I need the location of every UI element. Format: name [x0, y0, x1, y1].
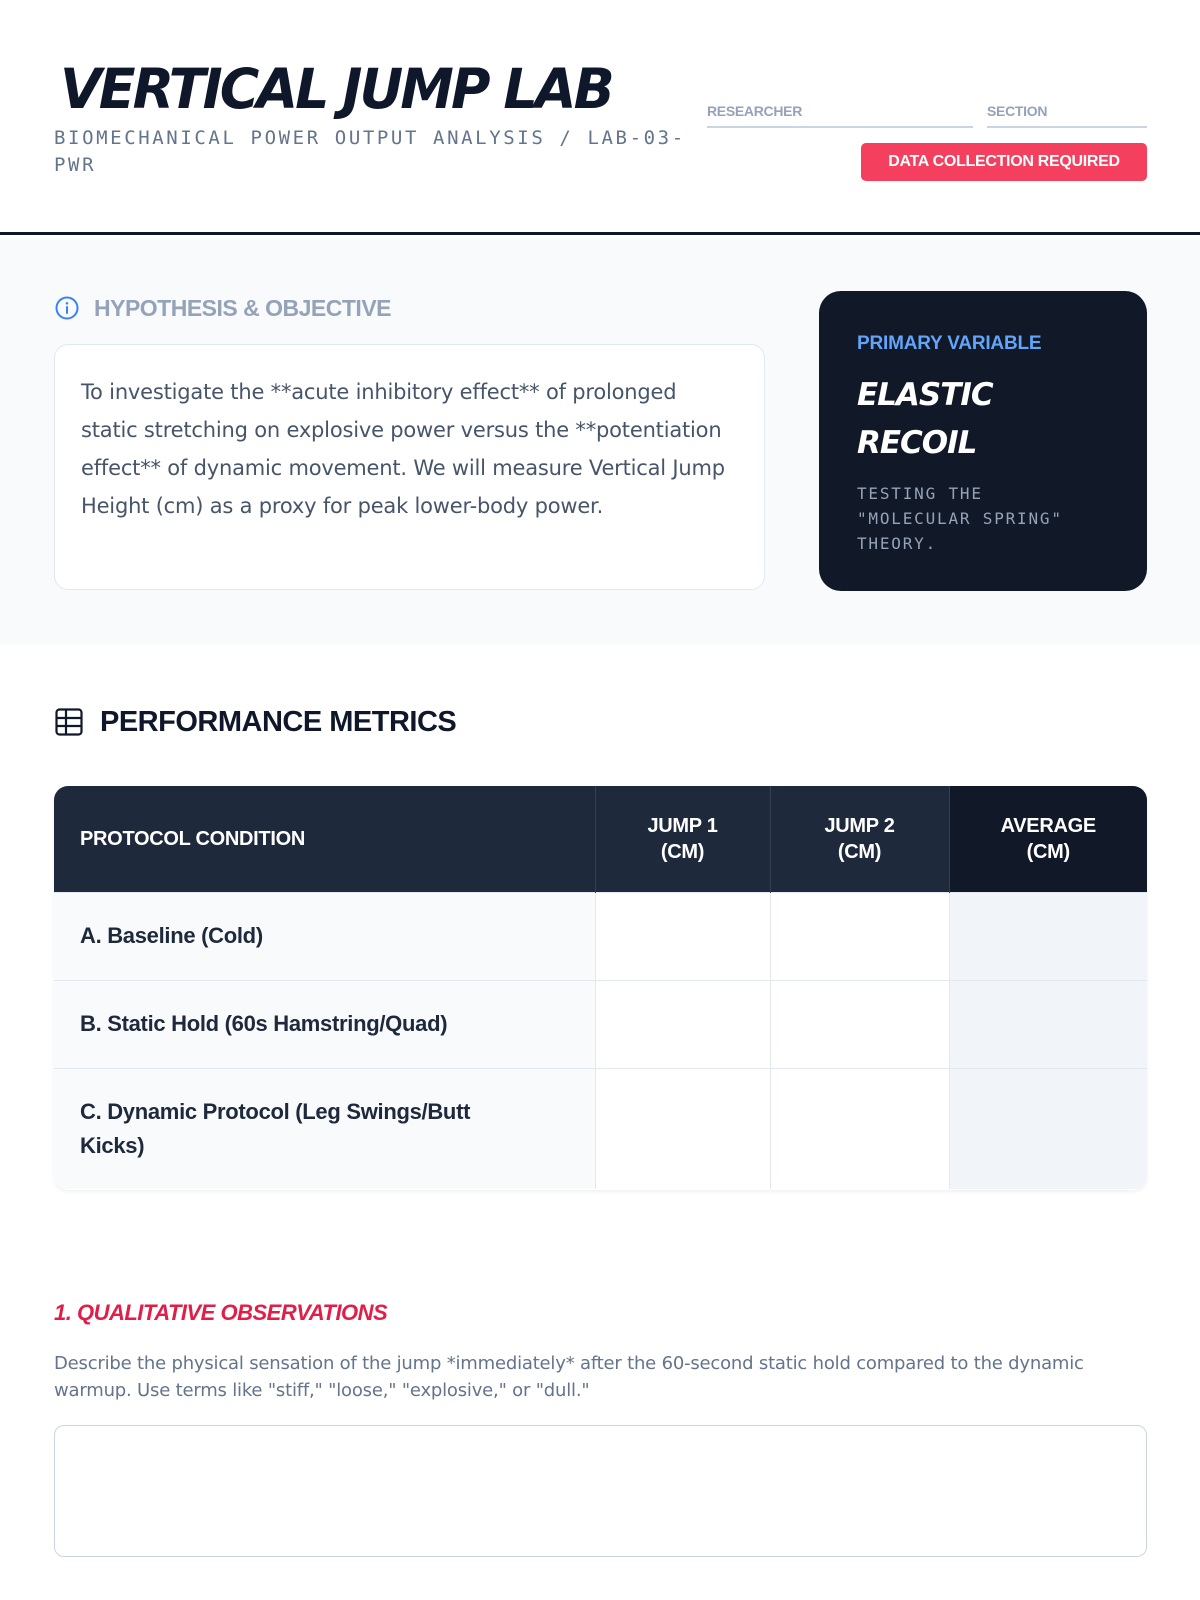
researcher-field[interactable] — [707, 100, 973, 128]
observations-description: Describe the physical sensation of the jump *immediately* after the 60-second static hold compared to the dynamic warmup. Use terms like "stiff," "loose," "explosive," or "dull." — [54, 1353, 1084, 1401]
primary-variable-card — [819, 291, 1147, 591]
section-label: SECTION — [987, 103, 1048, 119]
column-header-jump1: JUMP 1 (CM) — [595, 786, 770, 892]
status-badge: DATA COLLECTION REQUIRED — [861, 143, 1147, 181]
average-cell — [949, 980, 1147, 1068]
condition-label: B. Static Hold (60s Hamstring/Quad) — [54, 980, 595, 1068]
primary-variable-value: ELASTIC RECOIL — [857, 377, 993, 461]
average-cell — [949, 892, 1147, 980]
table-grid-icon — [54, 707, 84, 737]
jump2-input-cell[interactable] — [770, 892, 949, 980]
jump2-input-cell[interactable] — [770, 980, 949, 1068]
observations-title: 1. QUALITATIVE OBSERVATIONS — [54, 1300, 388, 1325]
table-header-row — [54, 786, 1147, 892]
condition-label: A. Baseline (Cold) — [54, 892, 595, 980]
jump2-input-cell[interactable] — [770, 1068, 949, 1189]
column-header-average: AVERAGE (CM) — [949, 786, 1147, 892]
jump1-input-cell[interactable] — [595, 1068, 770, 1189]
jump1-input-cell[interactable] — [595, 980, 770, 1068]
metrics-table — [54, 786, 1147, 1190]
observations-textarea[interactable] — [54, 1425, 1147, 1557]
condition-label: C. Dynamic Protocol (Leg Swings/Butt Kicks) — [54, 1068, 595, 1189]
average-cell — [949, 1068, 1147, 1189]
section-field[interactable] — [987, 100, 1147, 128]
hypothesis-title: HYPOTHESIS & OBJECTIVE — [94, 294, 392, 321]
column-header-condition: PROTOCOL CONDITION — [54, 786, 595, 892]
primary-variable-label: PRIMARY VARIABLE — [857, 333, 1042, 354]
page-subtitle: BIOMECHANICAL POWER OUTPUT ANALYSIS / LAB-03-PWR — [54, 127, 686, 176]
hypothesis-text: To investigate the **acute inhibitory effect** of prolonged static stretching on explosive power versus the **potentiation effect** of dynamic movement. We will measure Vertical Jump Height (cm) as a proxy for peak lower-body power. — [81, 380, 725, 518]
metrics-heading — [54, 702, 456, 742]
table-row — [54, 980, 1147, 1068]
info-icon — [54, 295, 80, 321]
metrics-title: PERFORMANCE METRICS — [100, 705, 457, 738]
primary-variable-note: TESTING THE "MOLECULAR SPRING" THEORY. — [857, 484, 1063, 553]
table-row — [54, 892, 1147, 980]
hypothesis-card — [54, 344, 765, 590]
page-title: VERTICAL JUMP LAB — [60, 57, 612, 121]
column-header-jump2: JUMP 2 (CM) — [770, 786, 949, 892]
researcher-label: RESEARCHER — [707, 103, 803, 119]
page-header — [0, 0, 1200, 235]
jump1-input-cell[interactable] — [595, 892, 770, 980]
table-row — [54, 1068, 1147, 1189]
hypothesis-heading — [54, 293, 391, 323]
